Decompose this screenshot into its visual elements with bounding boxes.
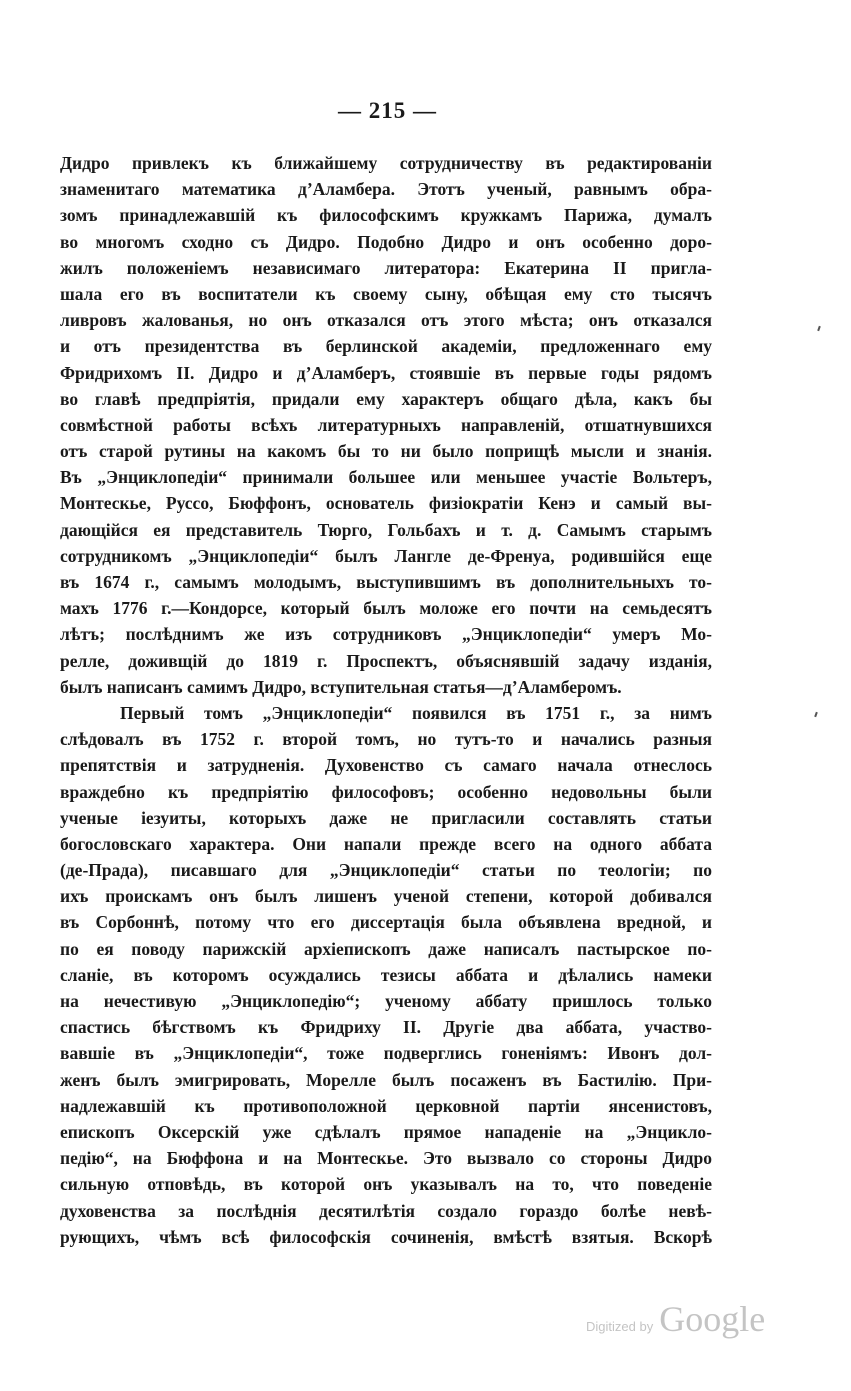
text-line: во главѣ предпріятія, придали ему характеръ общаго дѣла, какъ бы bbox=[60, 388, 712, 409]
google-logo: Google bbox=[659, 1299, 766, 1339]
text-line: знаменитаго математика д’Аламбера. Этотъ ученый, равнымъ обра- bbox=[60, 179, 712, 200]
text-line: Монтескье, Руссо, Бюффонъ, основатель физіократіи Кенэ и самый вы- bbox=[60, 493, 712, 514]
text-line: слѣдовалъ въ 1752 г. второй томъ, но тутъ-то и начались разныя bbox=[60, 729, 712, 750]
text-line: зомъ принадлежавшій къ философскимъ кружкамъ Парижа, думалъ bbox=[60, 205, 712, 226]
scan-speck bbox=[814, 712, 818, 717]
text-line: враждебно къ предпріятію философовъ; особенно недовольны были bbox=[60, 781, 712, 802]
text-line: Въ „Энциклопедіи“ принимали большее или меньшее участіе Вольтеръ, bbox=[60, 467, 712, 488]
text-line: дающійся ея представитель Тюрго, Гольбахъ и т. д. Самымъ старымъ bbox=[60, 519, 712, 540]
text-line: ученые іезуиты, которыхъ даже не пригласили составлять статьи bbox=[60, 807, 712, 828]
text-line: Первый томъ „Энциклопедіи“ появился въ 1751 г., за нимъ bbox=[120, 702, 712, 723]
page-number: — 215 — bbox=[338, 98, 437, 123]
text-line: ихъ проискамъ онъ былъ лишенъ ученой степени, которой добивался bbox=[60, 886, 712, 907]
text-line: педію“, на Бюффона и на Монтескье. Это вызвало со стороны Дидро bbox=[60, 1148, 712, 1169]
text-line: (де-Прада), писавшаго для „Энциклопедіи“ статьи по теологіи; по bbox=[60, 860, 712, 881]
text-line: епископъ Оксерскій уже сдѣлалъ прямое нападеніе на „Энцикло- bbox=[60, 1121, 712, 1142]
watermark-small-text: Digitized by bbox=[586, 1319, 654, 1334]
scan-speck bbox=[817, 326, 821, 331]
text-line: богословскаго характера. Они напали прежде всего на одного аббата bbox=[60, 833, 712, 854]
text-line: совмѣстной работы всѣхъ литературныхъ направленій, отшатнувшихся bbox=[60, 414, 712, 435]
text-line: рующихъ, чѣмъ всѣ философскія сочиненія, вмѣстѣ взятыя. Вскорѣ bbox=[60, 1226, 712, 1247]
text-line: по ея поводу парижскій архіепископъ даже написалъ пастырское по- bbox=[60, 938, 712, 959]
text-line: надлежавшій къ противоположной церковной партіи янсенистовъ, bbox=[60, 1095, 712, 1116]
text-line: сланіе, въ которомъ осуждались тезисы аббата и дѣлались намеки bbox=[60, 964, 712, 985]
text-line: спастись бѣгствомъ къ Фридриху II. Другіе два аббата, участво- bbox=[60, 1017, 712, 1038]
text-line: Дидро привлекъ къ ближайшему сотрудничеству въ редактированіи bbox=[60, 153, 712, 173]
text-line: и отъ президентства въ берлинской академіи, предложеннаго ему bbox=[60, 336, 712, 357]
text-line: женъ былъ эмигрировать, Морелле былъ посаженъ въ Бастилію. При- bbox=[60, 1069, 712, 1090]
text-line: сильную отповѣдь, въ которой онъ указывалъ на то, что поведеніе bbox=[60, 1174, 712, 1195]
google-watermark bbox=[586, 1298, 765, 1340]
body-text bbox=[60, 150, 712, 1250]
text-line: вавшіе въ „Энциклопедіи“, тоже подверглись гоненіямъ: Ивонъ дол- bbox=[60, 1043, 712, 1064]
text-line: ливровъ жалованья, но онъ отказался отъ этого мѣста; онъ отказался bbox=[60, 310, 712, 331]
text-line: Фридрихомъ II. Дидро и д’Аламберъ, стоявшіе въ первые годы рядомъ bbox=[60, 362, 712, 383]
text-line: махъ 1776 г.—Кондорсе, который былъ моложе его почти на семьдесятъ bbox=[60, 598, 712, 619]
text-line: отъ старой рутины на какомъ бы то ни было поприщѣ мысли и знанія. bbox=[60, 441, 712, 462]
text-line: въ Сорбоннѣ, потому что его диссертація была объявлена вредной, и bbox=[60, 912, 712, 933]
text-line: шала его въ воспитатели къ своему сыну, обѣщая ему сто тысячъ bbox=[60, 283, 712, 304]
text-line: въ 1674 г., самымъ молодымъ, выступившимъ въ дополнительныхъ то- bbox=[60, 572, 712, 592]
text-line: во многомъ сходно съ Дидро. Подобно Дидро и онъ особенно доро- bbox=[60, 231, 712, 252]
text-line: препятствія и затрудненія. Духовенство съ самаго начала отнеслось bbox=[60, 755, 712, 776]
text-line: духовенства за послѣднія десятилѣтія создало гораздо болѣе невѣ- bbox=[60, 1200, 712, 1221]
text-line: былъ написанъ самимъ Дидро, вступительная статья—д’Аламберомъ. bbox=[60, 676, 622, 697]
text-line: релле, доживщій до 1819 г. Проспектъ, объяснявшій задачу изданія, bbox=[60, 650, 712, 671]
text-line: лѣтъ; послѣднимъ же изъ сотрудниковъ „Энциклопедіи“ умеръ Мо- bbox=[60, 624, 712, 645]
text-line: на нечестивую „Энциклопедію“; ученому аббату пришлось только bbox=[60, 991, 712, 1011]
text-line: сотрудникомъ „Энциклопедіи“ былъ Лангле де-Френуа, родившійся еще bbox=[60, 545, 712, 566]
text-line: жилъ положеніемъ независимаго литератора: Екатерина II пригла- bbox=[60, 257, 712, 278]
